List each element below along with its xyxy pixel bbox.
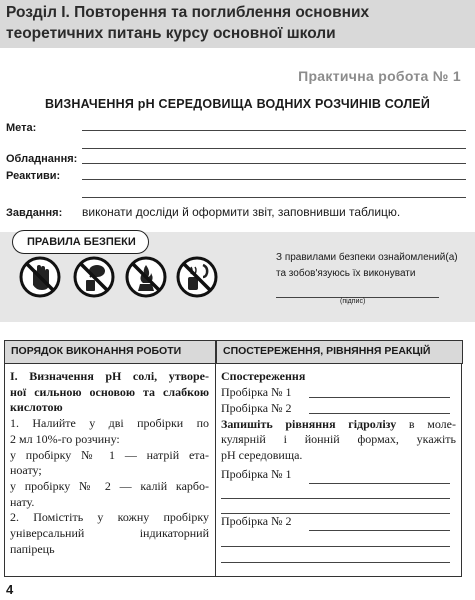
procedure-line: універсальний індикаторний (10, 526, 209, 541)
section-title-line1: Розділ І. Повторення та поглиблення основних (6, 4, 370, 21)
procedure-line: у пробірку № 2 — калій карбо- (10, 478, 209, 493)
procedure-line: папірець (10, 541, 55, 556)
table-header-procedure-label: ПОРЯДОК ВИКОНАННЯ РОБОТИ (11, 345, 182, 357)
hydrolysis-instruction-rest: в моле- (408, 416, 456, 431)
tube1-answer-line[interactable] (309, 397, 450, 398)
safety-acknowledgement-line1: З правилами безпеки ознайомлений(а) (276, 252, 458, 263)
table-column-divider (215, 340, 216, 576)
safety-acknowledgement-line2: та зобов'язуюсь їх виконувати (276, 268, 416, 279)
work-title: ВИЗНАЧЕННЯ рН СЕРЕДОВИЩА ВОДНИХ РОЗЧИНІВ СОЛЕЙ (44, 97, 431, 111)
equipment-line[interactable] (82, 163, 466, 164)
procedure-line: 1. Налийте у дві пробірки по (10, 416, 209, 431)
task-text: виконати досліди й оформити звіт, заповнивши таблицю. (82, 205, 401, 219)
tube2-equation-label: Пробірка № 2 (221, 513, 292, 528)
goal-line-1[interactable] (82, 130, 466, 131)
reagents-line-2[interactable] (82, 197, 466, 198)
hydrolysis-instruction-bold: Запишіть рівняння гідролізу (221, 416, 397, 431)
tube2-equation-line-1[interactable] (309, 530, 450, 531)
procedure-step-heading-a: І. Визначення рН солі, утворе- (10, 369, 209, 383)
equipment-label: Обладнання: (6, 153, 78, 165)
tube1-label: Пробірка № 1 (221, 384, 292, 399)
table-header-observations (216, 340, 463, 364)
reagents-line-1[interactable] (82, 179, 466, 180)
table-header-observations-label: СПОСТЕРЕЖЕННЯ, РІВНЯННЯ РЕАКЦІЙ (223, 345, 431, 357)
tube2-equation-line-2[interactable] (221, 546, 450, 547)
hydrolysis-instruction-line3: рН середовища. (221, 448, 303, 463)
section-title-bar (0, 0, 475, 48)
hydrolysis-instruction-line2: кулярній і йонній формах, укажіть (221, 432, 456, 447)
tube1-equation-line-3[interactable] (221, 513, 450, 514)
tube1-equation-line-1[interactable] (309, 483, 450, 484)
goal-label: Мета: (6, 122, 37, 134)
reagents-label: Реактиви: (6, 170, 61, 182)
procedure-step-heading-b: ної сильною основою та слабкою кислотою (10, 384, 209, 415)
procedure-line: 2 мл 10%-го розчину: (10, 431, 120, 446)
tube2-answer-line[interactable] (309, 413, 450, 414)
procedure-column (10, 369, 209, 557)
observations-column (221, 369, 456, 529)
signature-caption: (підпис) (340, 298, 366, 305)
observations-label: Спостереження (221, 369, 306, 383)
hydrolysis-instruction-line1 (221, 417, 456, 433)
table-header-procedure (4, 340, 217, 364)
section-title-line2: теоретичних питань курсу основної школи (6, 25, 336, 42)
page-number: 4 (6, 582, 14, 597)
procedure-line: 2. Помістіть у кожну пробірку (10, 510, 209, 525)
task-label: Завдання: (6, 207, 63, 219)
procedure-line: нoату; (10, 463, 42, 478)
safety-rules-title: ПРАВИЛА БЕЗПЕКИ (12, 230, 149, 254)
no-touch-icon (18, 255, 62, 299)
no-sniff-icon (175, 255, 219, 299)
tube1-equation-line-2[interactable] (221, 498, 450, 499)
goal-line-2[interactable] (82, 148, 466, 149)
tube1-equation-label: Пробірка № 1 (221, 466, 292, 481)
procedure-line: у пробірку № 1 — натрій ета- (10, 447, 209, 462)
no-taste-icon (72, 255, 116, 299)
tube2-label: Пробірка № 2 (221, 400, 292, 415)
procedure-line: нату. (10, 494, 35, 509)
practical-work-heading: Практична робота № 1 (298, 68, 461, 84)
tube2-equation-line-3[interactable] (221, 562, 450, 563)
no-open-flame-icon (124, 255, 168, 299)
